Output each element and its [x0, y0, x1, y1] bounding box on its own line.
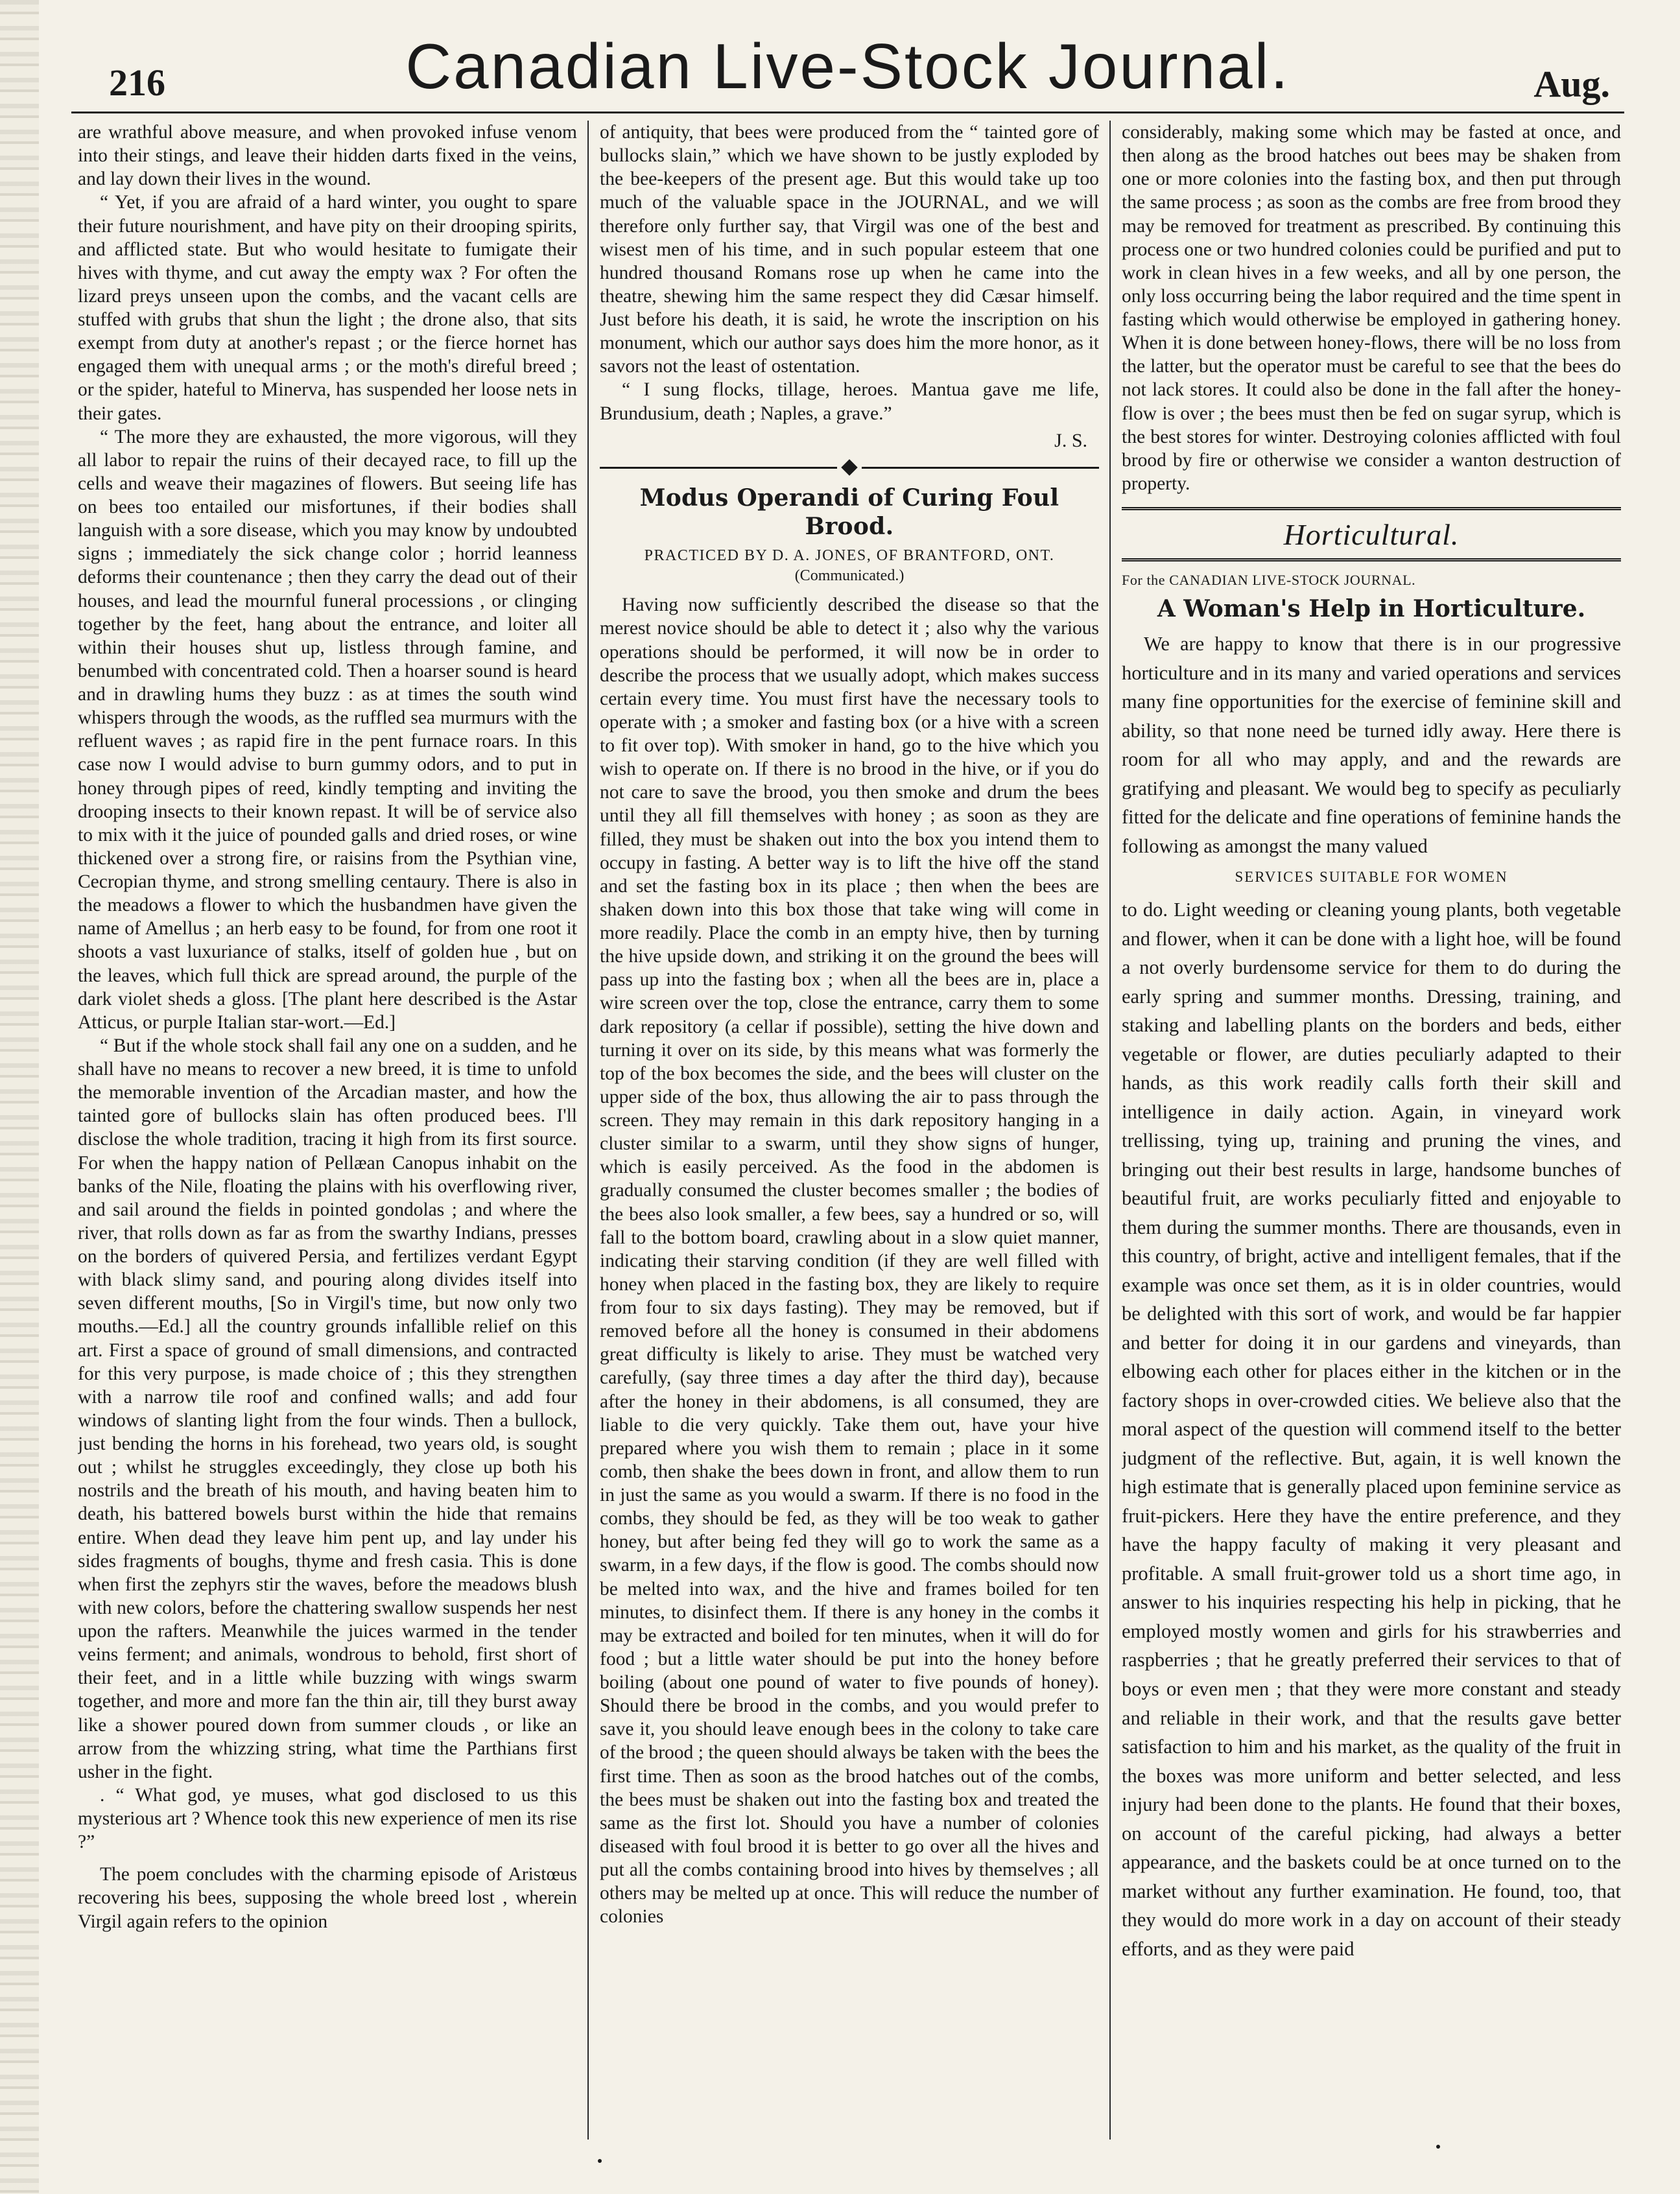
- signature: J. S.: [1054, 429, 1087, 451]
- paragraph: are wrathful above measure, and when provoked infuse venom into their stings, and leave their hidden darts fixed in the veins, and lay down their lives in the wound.: [78, 122, 577, 190]
- communicated-note: (Communicated.): [794, 567, 905, 584]
- paragraph: to do. Light weeding or cleaning young plants, both vegetable and flower, when it can be done with a light hoe, will be found a not overly burdensome service for them to do during the early spring and summer months. Dressing, training, and staking and labelling plants on the borders and beds, either vegetable or flower, are duties peculiarly adapted to their hands, as this work readily calls forth their skill and intelligence in daily action. Again, in vineyard work trellissing, tying up, training and pruning the vines, and bringing out their best results in large, handsome bunches of beautiful fruit, are works peculiarly fitted and enjoyable to them during the summer months. There are thousands, even in this country, of bright, active and intelligent females, that if the example was once set them, as it is in older countries, would be delighted with this sort of work, and would be far happier and better for doing it in our gardens and vineyards, than elbowing each other for places either in the kitchen or in the factory shops in over-crowded cities. We believe also that the moral aspect of the question will commend itself to the better judgment of the reflective. But, again, it is well known the high estimate that is generally placed upon feminine service as fruit-pickers. Here they have the entire preference, and they have the happy faculty of making it very pleasant and profitable. A small fruit-grower told us a short time ago, in answer to his inquiries respecting his help in picking, that he employed mostly women and girls for his strawberries and raspberries ; that he greatly preferred their services to that of boys or even men ; that they were more constant and steady and reliable in their work, and that the results gave better satisfaction to him and his market, as the quality of the fruit in the boxes was more uniform and better selected, and less injury had been done to the plants. He found that their boxes, on account of the careful picking, had always a better appearance, and the baskets could be at once turned on to the market without any further examination. He found, too, that they would do more work in a day on account of their steady efforts, and as they were paid: [1122, 899, 1621, 1960]
- column-3: [1122, 121, 1621, 2165]
- ornament-icon: [841, 460, 857, 476]
- newspaper-page: [71, 26, 1624, 2165]
- article-columns: [78, 121, 1621, 2165]
- verse-quote: “ I sung flocks, tillage, heroes. Mantua gave me life, Brundusium, death ; Naples, a grave.”: [600, 379, 1099, 424]
- page-number: 216: [109, 62, 165, 104]
- journal-title: Canadian Live-Stock Journal.: [405, 30, 1290, 102]
- masthead: [71, 26, 1624, 113]
- section-subhead: SERVICES SUITABLE FOR WOMEN: [1235, 868, 1508, 885]
- paragraph: . “ What god, ye muses, what god disclosed to us this mysterious art ? Whence took this new experience of men its rise ?”: [78, 1784, 577, 1853]
- paragraph: We are happy to know that there is in our progressive horticulture and in its many and varied operations and services many fine opportunities for the exercise of feminine skill and ability, so that none need be turned idly away. Here there is room for all who may apply, and and the rewards are gratifying and pleasant. We would beg to specify as peculiarly fitted for the delicate and fine operations of feminine hands the following as amongst the many valued: [1122, 633, 1621, 857]
- column-rule: [587, 121, 589, 2140]
- article-title-foul-brood: Modus Operandi of Curing Foul Brood.: [639, 484, 1059, 541]
- issue-month: Aug.: [1533, 63, 1610, 105]
- column-2: [600, 121, 1099, 2165]
- article-title-horticulture: A Woman's Help in Horticulture.: [1157, 595, 1586, 623]
- paragraph: “ Yet, if you are afraid of a hard winter, you ought to spare their future nourishment, and have pity on their drooping spirits, and afflicted state. But who would hesitate to fumigate their hives with thyme, and cut away the empty wax ? For often the lizard preys unseen upon the combs, and the vacant cells are stuffed with grubs that shun the light ; the drone also, that sits exempt from duty at another's repast ; or the fierce hornet has engaged them with unequal arms ; or the moth's direful breed ; or the spider, hateful to Minerva, has suspended her loose nets in their gates.: [78, 192, 577, 424]
- department-title: Horticultural.: [1283, 518, 1460, 551]
- scan-margin: [0, 0, 39, 2194]
- paragraph: “ The more they are exhausted, the more vigorous, will they all labor to repair the ruins of their decayed race, to fill up the cells and weave their magazines of flowers. But seeing life has on bees too entailed our misfortunes, if their bodies shall languish with a sore disease, which you may know by undoubted signs ; immediately the sick change color ; horrid leanness deforms their countenance ; then they carry the dead out of their houses, and lead the mournful funeral processions , or clinging together by the feet, hang about the entrance, and loiter all within their houses shut up, listless through famine, and benumbed with concentrated cold. Then a hoarser sound is heard and in drawling hums they buzz : as at times the south wind whispers through the woods, as the ruffled sea murmurs with the refluent waves ; as rapid fire in the pent furnace roars. In this case now I would advise to burn gummy odors, and to put in honey through pipes of reed, kindly tempting and inviting the drooping insects to their known repast. It will be of service also to mix with it the juice of pounded galls and dried roses, or wine thickened over a strong fire, or raisins from the Psythian vine, Cecropian thyme, and strong smelling centaury. There is also in the meadows a flower to which the husbandmen have given the name of Amellus ; an herb easy to be found, for from one root it shoots a vast luxuriance of stalks, itself of golden hue , but on the leaves, which full thick are spread around, the purple of the dark violet sheds a gloss. [The plant here described is the Astar Atticus, or purple Italian star-wort.—Ed.]: [78, 426, 577, 1033]
- department-header: [1122, 507, 1621, 561]
- print-speck: [1436, 2145, 1440, 2149]
- paragraph: “ But if the whole stock shall fail any one on a sudden, and he shall have no means to recover a new breed, it is time to unfold the memorable invention of the Arcadian master, and how the tainted gore of bullocks slain has often produced bees. I'll disclose the whole tradition, tracing it high from its first source. For when the happy nation of Pellæan Canopus inhabit on the banks of the Nile, floating the plains with his overflowing river, and sail around the fields in pointed gondolas ; and where the river, that rolls down as far as from the swarthy Indians, presses on the borders of quivered Persia, and fertilizes verdant Egypt with black slimy sand, and pouring along divides itself into seven different mouths, [So in Virgil's time, but now only two mouths.—Ed.] all the country grounds infallible relief on this art. First a space of ground of small dimensions, and contracted for this very purpose, is made choice of ; this they strengthen with a narrow tile roof and confined walls; and add four windows of slanting light from the four winds. Then a bullock, just bending the horns in his forehead, two years old, is sought out ; whilst he struggles exceedingly, they close up both his nostrils and the breath of his mouth, and having beaten him to death, his battered bowels burst within the hide that remains entire. When dead they leave him pent up, and lay under his sides fragments of boughs, thyme and fresh casia. This is done when first the zephyrs stir the waves, before the meadows blush with new colors, before the chattering swallow suspends her nest upon the rafters. Meanwhile the juices warmed in the tender veins ferment; and animals, wondrous to behold, first short of their feet, and in a little while buzzing with wings swarm together, and more and more fan the thin air, till they burst away like a shower poured down from summer clouds , or like an arrow from the whizzing string, what time the Parthians first usher in the fight.: [78, 1035, 577, 1782]
- byline: PRACTICED BY D. A. JONES, OF BRANTFORD, ONT.: [644, 547, 1055, 564]
- column-1: [78, 121, 577, 2165]
- column-rule: [1109, 121, 1111, 2140]
- paragraph: of antiquity, that bees were produced from the “ tainted gore of bullocks slain,” which we have shown to be justly exploded by the bee-keepers of the present age. But this would take up too much of the valuable space in the JOURNAL, and we will therefore only further say, that Virgil was one of the best and wisest men of his time, and in such popular esteem that one hundred thousand Romans rose up when he came into the theatre, shewing him the same respect they did Cæsar himself. Just before his death, it is said, he wrote the inscription on his monument, which our author says does him the more honor, as it savors not the least of ostentation.: [600, 122, 1099, 377]
- paragraph: Having now sufficiently described the disease so that the merest novice should be able to detect it ; also why the various operations should be performed, it will now be in order to describe the process that we usually adopt, which makes success certain every time. You must first have the necessary tools to operate with ; a smoker and fasting box (or a hive with a screen to fit over top). With smoker in hand, go to the hive which you wish to operate on. If there is no brood in the hive, or if you do not care to save the brood, you then smoke and drum the bees until they all fill themselves with honey ; as soon as they are filled, they must be shaken out into the box you intend them to occupy in fasting. A better way is to lift the hive off the stand and set the fasting box in its place ; then when the bees are shaken down into this box those that take wing will come in more readily. Place the comb in an empty hive, then by turning the hive upside down, and striking it on the ground the bees will pass up into the fasting box ; when all the bees are in, place a wire screen over the top, close the entrance, carry them to some dark repository (a cellar if possible), setting the hive down and turning it over on its side, by this means what was formerly the top of the box becomes the side, and the bees will cluster on the upper side of the box, thus allowing the air to pass through the screen. They may remain in this dark repository hanging in a cluster similar to a swarm, until they show signs of hunger, which is easily perceived. As the food in the abdomen is gradually consumed the cluster becomes smaller ; the bodies of the bees also look smaller, a few bees, say a hundred or so, will fall to the bottom board, crawling about in a slow quiet manner, indicating their starving condition (if they are well filled with honey when placed in the fasting box, they are likely to require from four to six days fasting). They may be removed, but if removed before all the honey is consumed in their abdomens great difficulty is likely to arise. They must be watched very carefully, (say three times a day after the third day), because after the honey in their abdomens, is all consumed, they are liable to die very quickly. Take them out, have your hive prepared where you wish them to remain ; place in it some comb, then shake the bees down in front, and allow them to run in just the same as you would a swarm. If there is no food in the combs, they should be fed, as they will be too weak to gather honey, but after being fed they will go to work the same as a swarm, in a few days, if the flow is good. The combs should now be melted into wax, and the hive and frames boiled for ten minutes, to disinfect them. If there is any honey in the combs it may be extracted and boiled for ten minutes, when it will do for food ; but a little water should be put into the honey before boiling (about one pound of water to five pounds of honey). Should there be brood in the combs, and you would prefer to save it, you should leave enough bees in the colony to take care of the brood ; the queen should always be taken with the bees the first time. Then as soon as the brood hatches out of the combs, the bees must be shaken out into the fasting box and treated the same as the first lot. Should you have a number of colonies diseased with foul brood it is better to go over all the hives and put all the combs containing brood into hives by themselves ; all others may be melted up at once. This will reduce the number of colonies: [600, 595, 1099, 1928]
- source-line: For the CANADIAN LIVE-STOCK JOURNAL.: [1122, 572, 1416, 589]
- section-divider: [600, 462, 1099, 473]
- paragraph: The poem concludes with the charming episode of Aristœus recovering his bees, supposing the whole breed lost , wherein Virgil again refers to the opinion: [78, 1864, 577, 1932]
- print-speck: [598, 2159, 602, 2163]
- paragraph: considerably, making some which may be fasted at once, and then along as the brood hatches out bees may be shaken from one or more colonies into the fasting box, and then put through the same process ; as soon as the combs are free from brood they may be removed for treatment as prescribed. By continuing this process one or two hundred colonies could be purified and put to work in clean hives in a few weeks, and all by one person, the only loss occurring being the labor required and the time spent in fasting which would otherwise be employed in gathering honey. When it is done between honey-flows, there will be no loss from the latter, but the operator must be careful to see that the bees do not lack stores. It could also be done in the fall after the honey-flow is over ; the bees must then be fed on sugar syrup, which is the best stores for winter. Destroying colonies afflicted with foul brood by fire or otherwise we consider a wanton destruction of property.: [1122, 122, 1621, 494]
